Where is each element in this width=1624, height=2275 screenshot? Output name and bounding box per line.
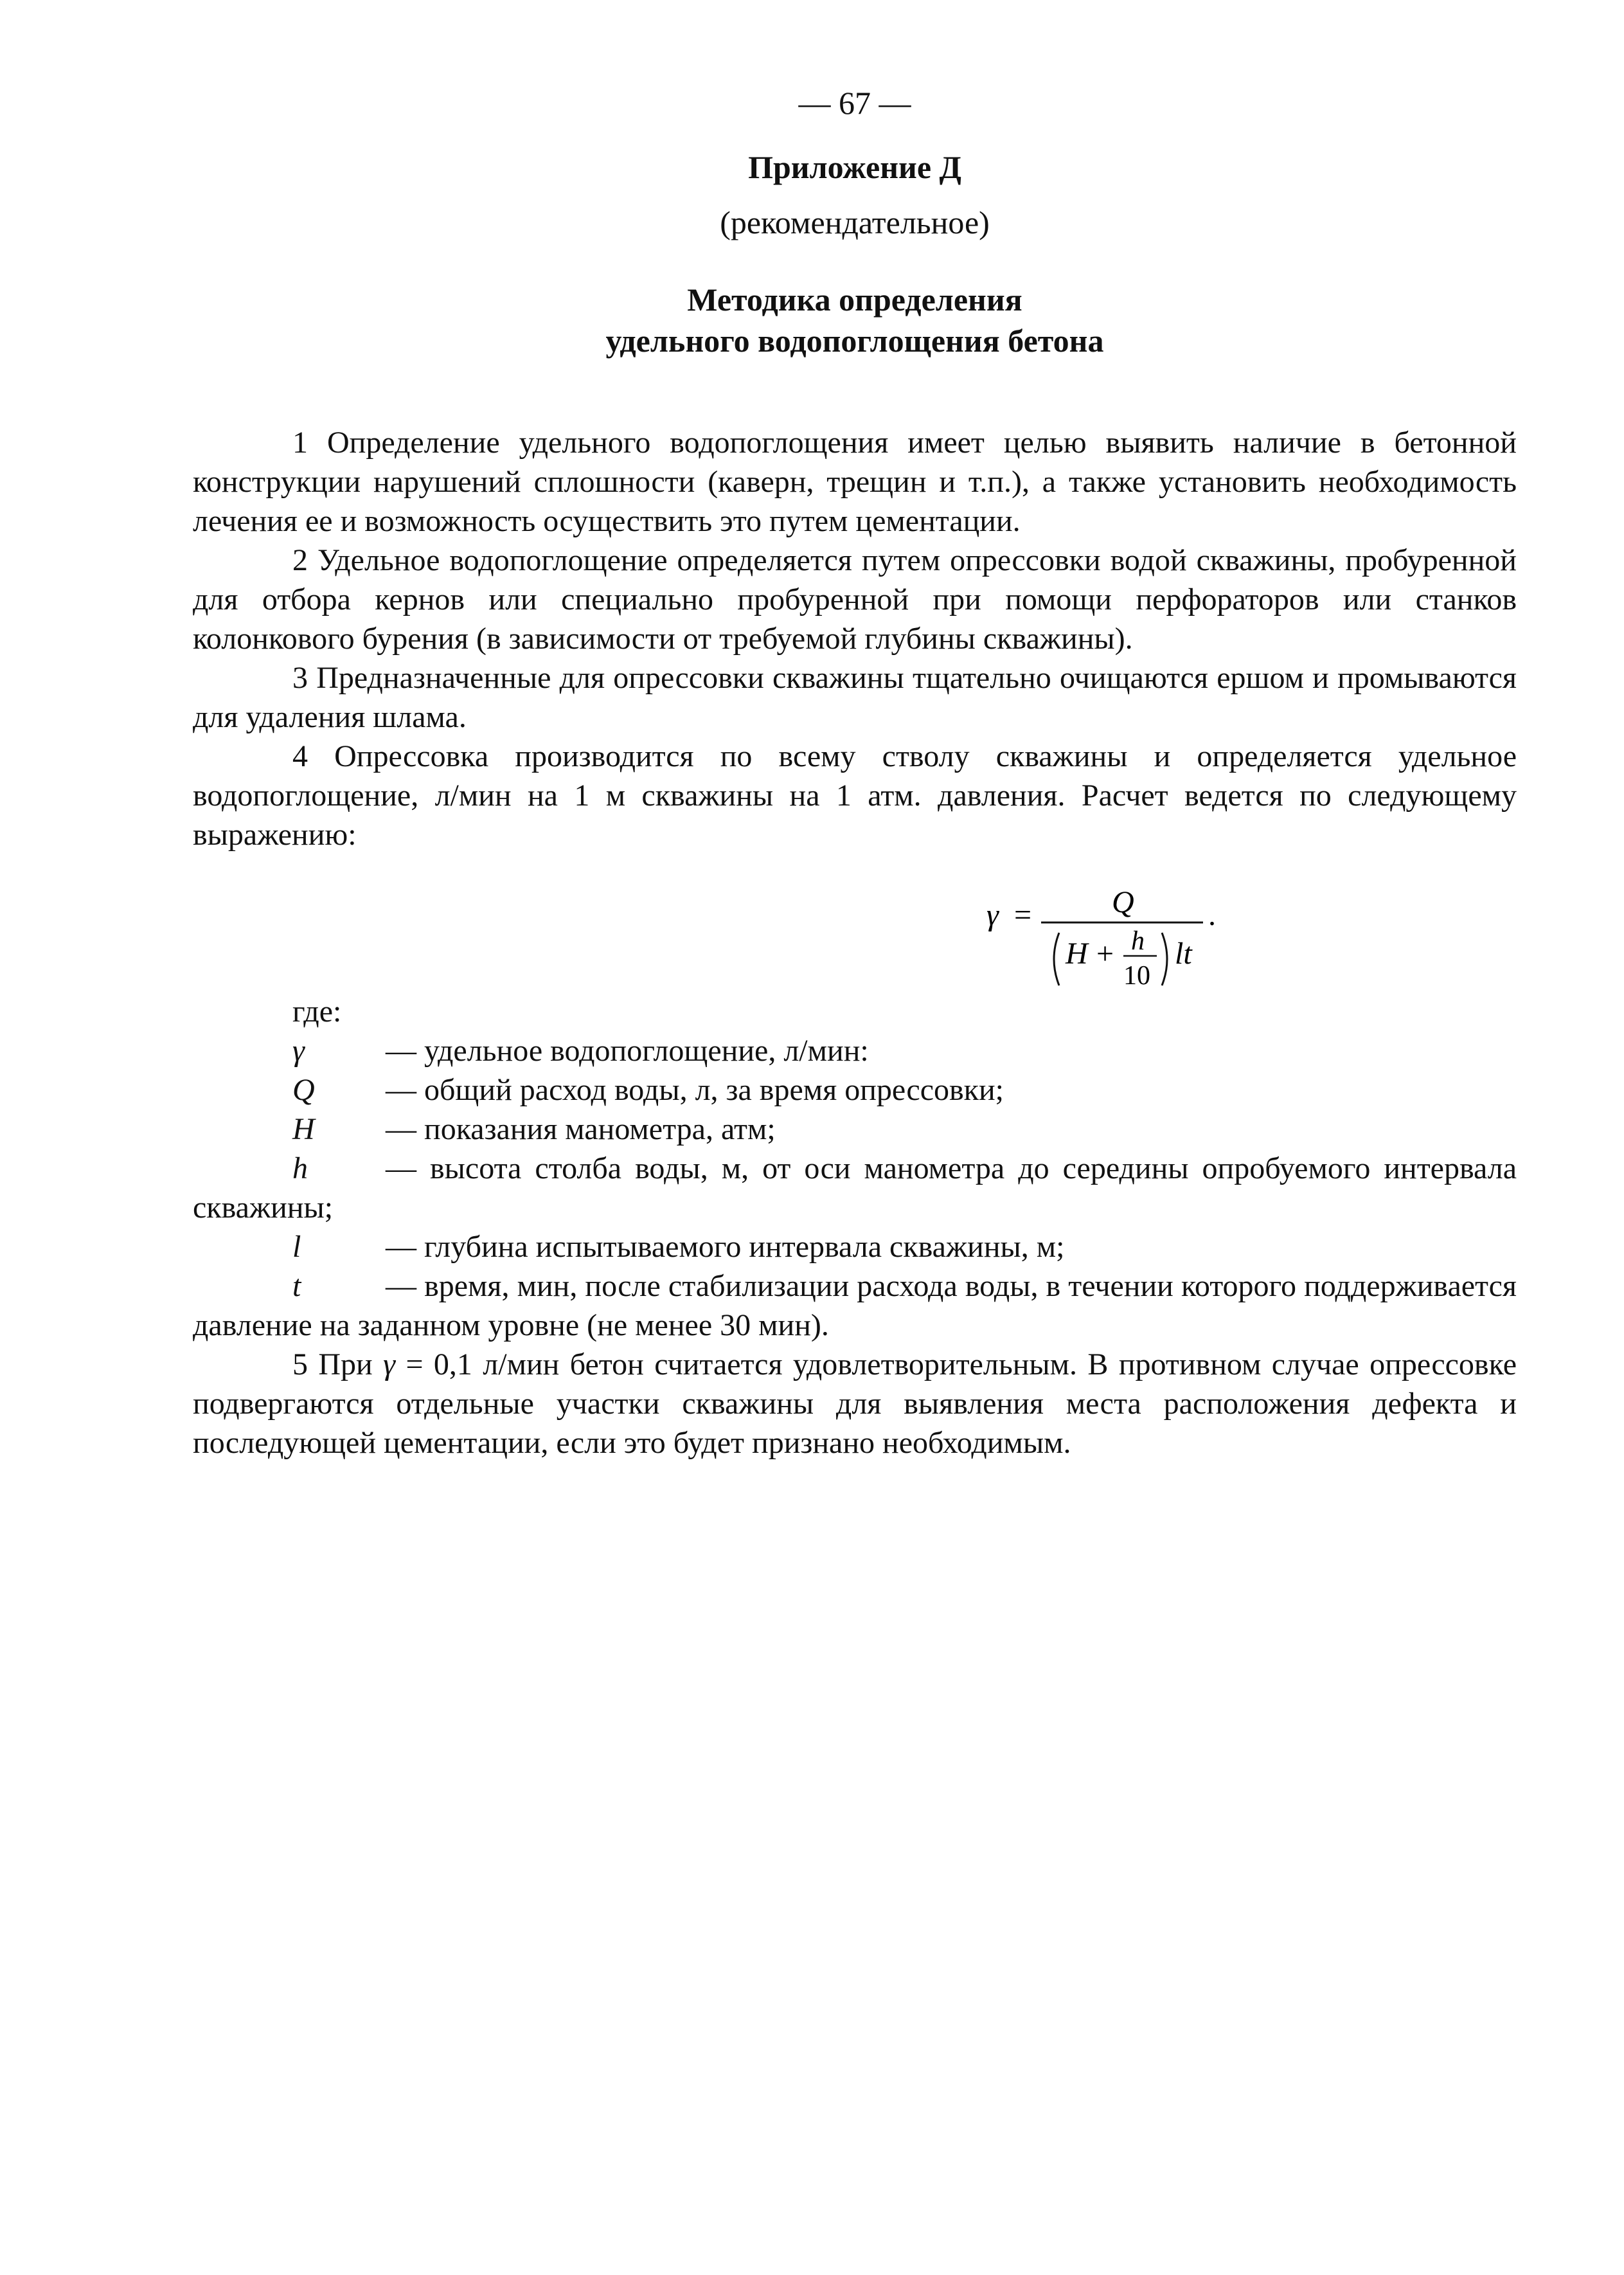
formula-dot: . — [1208, 898, 1216, 932]
page-number: — 67 — — [798, 85, 911, 121]
method-title-line2: удельного водопоглощения бетона — [605, 323, 1104, 359]
definition-text: — общий расход воды, л, за время опрессовки; — [386, 1073, 1004, 1107]
paragraph-5-symbol: γ — [383, 1347, 396, 1381]
definition-symbol: H — [292, 1112, 315, 1146]
appendix-title: Приложение Д — [748, 149, 961, 185]
definition-symbol: γ — [292, 1034, 305, 1068]
method-title-line1: Методика определения — [687, 282, 1022, 318]
left-paren — [1054, 933, 1059, 985]
definition-text: — глубина испытываемого интервала скважины, м; — [386, 1230, 1065, 1264]
body-text — [193, 423, 1517, 1462]
formula-lt: lt — [1175, 937, 1192, 971]
formula-ten: 10 — [1123, 961, 1150, 988]
formula-equals: = — [1014, 898, 1032, 932]
paragraph-5-prefix: 5 При — [292, 1347, 373, 1381]
where-label: где: — [292, 994, 342, 1029]
definition-text: — время, мин, после стабилизации расхода воды, в течении которого поддерживается давление на заданном уровне (не менее 30 мин). — [193, 1269, 1517, 1342]
formula-numerator: Q — [1112, 885, 1134, 919]
definition-symbol: l — [292, 1230, 301, 1264]
paragraph-5-rest: = 0,1 л/мин бетон считается удовлетворительным. В противном случае опрессовке подвергаются отдельные участки скважины для выявления места расположения дефекта и последующей цементации, если это будет признано необходимым. — [193, 1347, 1517, 1460]
definition-row — [193, 1031, 1517, 1070]
definition-text: — удельное водопоглощение, л/мин: — [386, 1034, 869, 1068]
formula-lhs: γ — [986, 898, 999, 932]
formula-h: h — [1131, 926, 1145, 956]
definition-row — [193, 1266, 1517, 1345]
formula-plus: + — [1096, 937, 1114, 971]
method-title — [193, 279, 1517, 361]
paragraph-1: 1 Определение удельного водопоглощения имеет целью выявить наличие в бетонной конструкции нарушений сплошности (каверн, трещин и т.п.), а также установить необходимость лечения ее и возможность осуществить это путем цементации. — [193, 426, 1517, 538]
definition-text: — высота столба воды, м, от оси манометра до середины опробуемого интервала скважины; — [193, 1151, 1517, 1225]
formula — [193, 859, 1517, 988]
paragraph-4: 4 Опрессовка производится по всему стволу скважины и определяется удельное водопоглощение, л/мин на 1 м скважины на 1 атм. давления. Расчет ведется по следующему выражению: — [193, 739, 1517, 852]
paragraph-3: 3 Предназначенные для опрессовки скважины тщательно очищаются ершом и промываются для удаления шлама. — [193, 661, 1517, 734]
definition-row — [193, 1227, 1517, 1266]
definition-text: — показания манометра, атм; — [386, 1112, 776, 1146]
definition-symbol: t — [292, 1269, 301, 1303]
right-paren — [1162, 933, 1167, 985]
definition-symbol: h — [292, 1151, 308, 1185]
definition-symbol: Q — [292, 1073, 315, 1107]
paragraph-2: 2 Удельное водопоглощение определяется путем опрессовки водой скважины, пробуренной для отбора кернов или специально пробуренной при помощи перфораторов или станков колонкового бурения (в зависимости от требуемой глубины скважины). — [193, 543, 1517, 656]
definition-row — [193, 1110, 1517, 1149]
formula-svg — [771, 859, 1221, 988]
appendix-note: (рекомендательное) — [720, 204, 990, 240]
definition-row — [193, 1149, 1517, 1227]
definition-row — [193, 1070, 1517, 1110]
document-page — [193, 84, 1517, 1462]
paragraph-5 — [193, 1345, 1517, 1462]
formula-H: H — [1066, 937, 1088, 971]
